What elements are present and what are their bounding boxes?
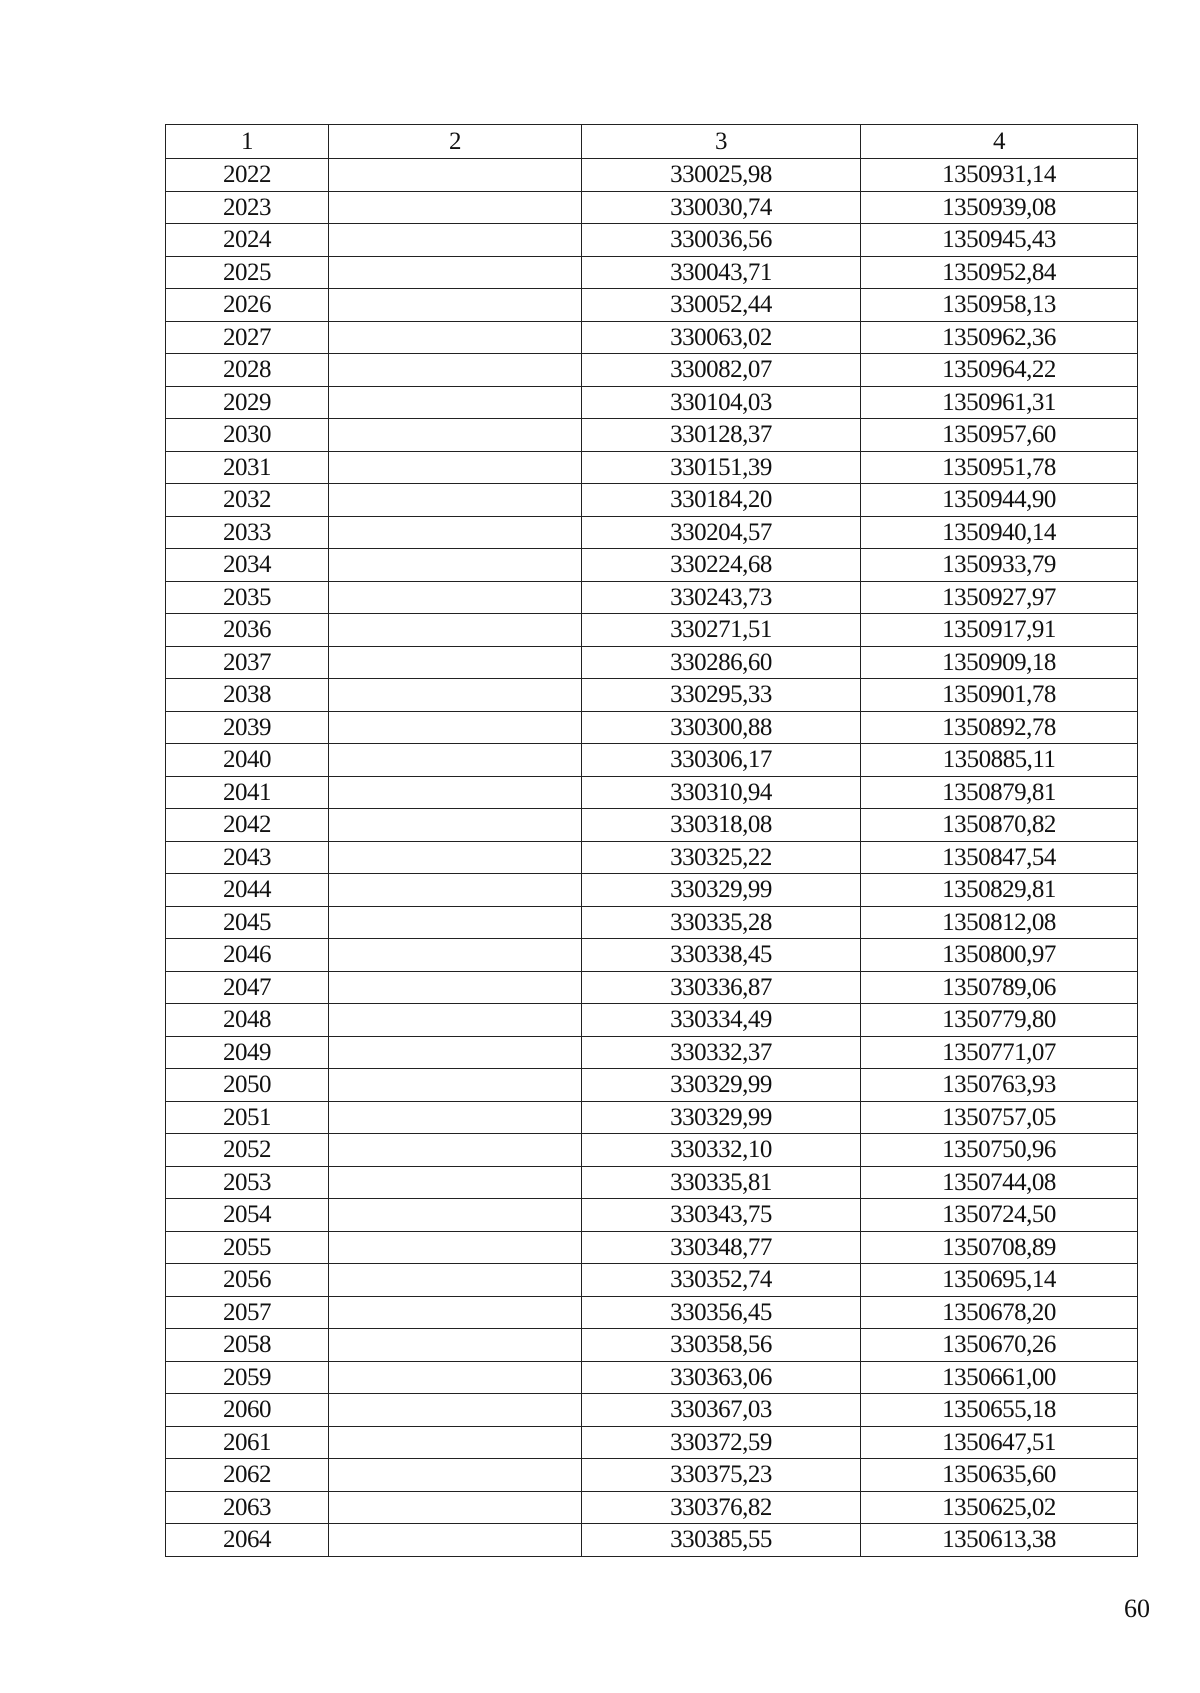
- table-cell-col-1: 2045: [166, 906, 329, 939]
- table-cell-col-3: 330336,87: [582, 971, 861, 1004]
- table-cell-col-1: 2040: [166, 744, 329, 777]
- table-cell-col-2: [329, 646, 582, 679]
- table-cell-col-4: 1350957,60: [861, 419, 1138, 452]
- table-cell-col-4: 1350958,13: [861, 289, 1138, 322]
- table-cell-col-4: 1350655,18: [861, 1394, 1138, 1427]
- table-cell-col-1: 2058: [166, 1329, 329, 1362]
- table-cell-col-1: 2028: [166, 354, 329, 387]
- table-row: [166, 874, 1138, 907]
- table-cell-col-2: [329, 289, 582, 322]
- table-cell-col-4: 1350779,80: [861, 1004, 1138, 1037]
- table-row: [166, 321, 1138, 354]
- table-cell-col-4: 1350940,14: [861, 516, 1138, 549]
- table-cell-col-4: 1350789,06: [861, 971, 1138, 1004]
- table-cell-col-1: 2062: [166, 1459, 329, 1492]
- table-row: [166, 1199, 1138, 1232]
- table-cell-col-2: [329, 971, 582, 1004]
- table-row: [166, 971, 1138, 1004]
- table-cell-col-3: 330343,75: [582, 1199, 861, 1232]
- table-cell-col-2: [329, 484, 582, 517]
- table-cell-col-2: [329, 1329, 582, 1362]
- table-cell-col-1: 2039: [166, 711, 329, 744]
- table-row: [166, 354, 1138, 387]
- table-cell-col-2: [329, 419, 582, 452]
- table-cell-col-2: [329, 1101, 582, 1134]
- table-cell-col-1: 2056: [166, 1264, 329, 1297]
- table-cell-col-1: 2061: [166, 1426, 329, 1459]
- table-cell-col-3: 330334,49: [582, 1004, 861, 1037]
- table-cell-col-2: [329, 874, 582, 907]
- table-cell-col-2: [329, 1004, 582, 1037]
- table-cell-col-1: 2053: [166, 1166, 329, 1199]
- table-cell-col-3: 330325,22: [582, 841, 861, 874]
- table-cell-col-2: [329, 1166, 582, 1199]
- table-cell-col-2: [329, 679, 582, 712]
- table-cell-col-4: 1350812,08: [861, 906, 1138, 939]
- table-cell-col-4: 1350800,97: [861, 939, 1138, 972]
- table-cell-col-3: 330329,99: [582, 1101, 861, 1134]
- table-cell-col-2: [329, 516, 582, 549]
- table-cell-col-1: 2049: [166, 1036, 329, 1069]
- table-cell-col-4: 1350625,02: [861, 1491, 1138, 1524]
- table-row: [166, 1394, 1138, 1427]
- table-cell-col-3: 330271,51: [582, 614, 861, 647]
- table-cell-col-3: 330376,82: [582, 1491, 861, 1524]
- table-cell-col-3: 330352,74: [582, 1264, 861, 1297]
- table-cell-col-3: 330224,68: [582, 549, 861, 582]
- table-cell-col-2: [329, 1361, 582, 1394]
- table-row: [166, 1101, 1138, 1134]
- table-cell-col-3: 330184,20: [582, 484, 861, 517]
- table-cell-col-3: 330310,94: [582, 776, 861, 809]
- table-row: [166, 809, 1138, 842]
- table-cell-col-4: 1350670,26: [861, 1329, 1138, 1362]
- table-cell-col-1: 2027: [166, 321, 329, 354]
- table-cell-col-1: 2048: [166, 1004, 329, 1037]
- table-cell-col-1: 2022: [166, 159, 329, 192]
- table-cell-col-3: 330348,77: [582, 1231, 861, 1264]
- table-cell-col-4: 1350870,82: [861, 809, 1138, 842]
- table-cell-col-3: 330375,23: [582, 1459, 861, 1492]
- table-cell-col-3: 330025,98: [582, 159, 861, 192]
- table-row: [166, 1491, 1138, 1524]
- coordinates-table: [165, 124, 1138, 1557]
- table-cell-col-4: 1350613,38: [861, 1524, 1138, 1557]
- table-row: [166, 256, 1138, 289]
- table-cell-col-3: 330372,59: [582, 1426, 861, 1459]
- table-cell-col-3: 330104,03: [582, 386, 861, 419]
- table-cell-col-2: [329, 1069, 582, 1102]
- table-row: [166, 1524, 1138, 1557]
- table-cell-col-4: 1350931,14: [861, 159, 1138, 192]
- table-cell-col-3: 330335,81: [582, 1166, 861, 1199]
- table-row: [166, 1134, 1138, 1167]
- table-cell-col-3: 330306,17: [582, 744, 861, 777]
- table-cell-col-3: 330082,07: [582, 354, 861, 387]
- table-row: [166, 711, 1138, 744]
- table-row: [166, 516, 1138, 549]
- table-cell-col-4: 1350829,81: [861, 874, 1138, 907]
- table-cell-col-1: 2052: [166, 1134, 329, 1167]
- table-cell-col-1: 2026: [166, 289, 329, 322]
- table-cell-col-4: 1350892,78: [861, 711, 1138, 744]
- table-cell-col-1: 2059: [166, 1361, 329, 1394]
- table-row: [166, 1329, 1138, 1362]
- table-cell-col-4: 1350678,20: [861, 1296, 1138, 1329]
- table-cell-col-4: 1350879,81: [861, 776, 1138, 809]
- table-cell-col-3: 330204,57: [582, 516, 861, 549]
- table-cell-col-3: 330329,99: [582, 874, 861, 907]
- table-cell-col-4: 1350901,78: [861, 679, 1138, 712]
- table-cell-col-2: [329, 809, 582, 842]
- table-cell-col-4: 1350708,89: [861, 1231, 1138, 1264]
- table-cell-col-4: 1350964,22: [861, 354, 1138, 387]
- table-cell-col-1: 2050: [166, 1069, 329, 1102]
- table-row: [166, 776, 1138, 809]
- table-cell-col-4: 1350927,97: [861, 581, 1138, 614]
- table-row: [166, 1069, 1138, 1102]
- table-row: [166, 841, 1138, 874]
- table-cell-col-4: 1350951,78: [861, 451, 1138, 484]
- table-cell-col-3: 330243,73: [582, 581, 861, 614]
- table-cell-col-3: 330358,56: [582, 1329, 861, 1362]
- table-cell-col-2: [329, 1426, 582, 1459]
- table-cell-col-4: 1350885,11: [861, 744, 1138, 777]
- table-row: [166, 1231, 1138, 1264]
- table-cell-col-1: 2051: [166, 1101, 329, 1134]
- table-row: [166, 1166, 1138, 1199]
- table-cell-col-1: 2033: [166, 516, 329, 549]
- table-cell-col-2: [329, 1199, 582, 1232]
- table-cell-col-4: 1350635,60: [861, 1459, 1138, 1492]
- table-cell-col-2: [329, 711, 582, 744]
- table-cell-col-1: 2037: [166, 646, 329, 679]
- table-cell-col-3: 330367,03: [582, 1394, 861, 1427]
- table-cell-col-2: [329, 224, 582, 257]
- table-cell-col-1: 2057: [166, 1296, 329, 1329]
- table-row: [166, 1361, 1138, 1394]
- table-cell-col-2: [329, 1394, 582, 1427]
- table-cell-col-2: [329, 386, 582, 419]
- table-cell-col-3: 330043,71: [582, 256, 861, 289]
- table-cell-col-1: 2023: [166, 191, 329, 224]
- table-cell-col-2: [329, 1264, 582, 1297]
- table-cell-col-4: 1350695,14: [861, 1264, 1138, 1297]
- table-cell-col-3: 330286,60: [582, 646, 861, 679]
- table-cell-col-1: 2036: [166, 614, 329, 647]
- table-cell-col-3: 330151,39: [582, 451, 861, 484]
- table-cell-col-2: [329, 841, 582, 874]
- table-cell-col-4: 1350909,18: [861, 646, 1138, 679]
- table-cell-col-4: 1350757,05: [861, 1101, 1138, 1134]
- table-cell-col-3: 330385,55: [582, 1524, 861, 1557]
- table-cell-col-3: 330300,88: [582, 711, 861, 744]
- column-header-2: 2: [329, 125, 582, 159]
- table-cell-col-3: 330329,99: [582, 1069, 861, 1102]
- table-cell-col-1: 2042: [166, 809, 329, 842]
- table-cell-col-1: 2064: [166, 1524, 329, 1557]
- table-cell-col-1: 2034: [166, 549, 329, 582]
- table-row: [166, 1264, 1138, 1297]
- table-cell-col-1: 2055: [166, 1231, 329, 1264]
- table-cell-col-4: 1350952,84: [861, 256, 1138, 289]
- table-cell-col-4: 1350945,43: [861, 224, 1138, 257]
- table-cell-col-4: 1350647,51: [861, 1426, 1138, 1459]
- table-row: [166, 1296, 1138, 1329]
- table-cell-col-3: 330063,02: [582, 321, 861, 354]
- table-row: [166, 906, 1138, 939]
- table-cell-col-2: [329, 1134, 582, 1167]
- table-cell-col-4: 1350750,96: [861, 1134, 1138, 1167]
- table-cell-col-4: 1350933,79: [861, 549, 1138, 582]
- table-cell-col-3: 330128,37: [582, 419, 861, 452]
- table-row: [166, 939, 1138, 972]
- table-cell-col-3: 330338,45: [582, 939, 861, 972]
- table-cell-col-2: [329, 1296, 582, 1329]
- table-cell-col-1: 2035: [166, 581, 329, 614]
- table-row: [166, 484, 1138, 517]
- table-cell-col-2: [329, 581, 582, 614]
- table-cell-col-2: [329, 256, 582, 289]
- table-cell-col-3: 330335,28: [582, 906, 861, 939]
- table-cell-col-3: 330332,37: [582, 1036, 861, 1069]
- table-cell-col-2: [329, 1459, 582, 1492]
- table-row: [166, 744, 1138, 777]
- table-cell-col-4: 1350763,93: [861, 1069, 1138, 1102]
- table-cell-col-2: [329, 1036, 582, 1069]
- table-cell-col-4: 1350939,08: [861, 191, 1138, 224]
- table-cell-col-4: 1350917,91: [861, 614, 1138, 647]
- table-row: [166, 1004, 1138, 1037]
- table-cell-col-1: 2024: [166, 224, 329, 257]
- table-row: [166, 679, 1138, 712]
- table-cell-col-2: [329, 1491, 582, 1524]
- table-cell-col-2: [329, 549, 582, 582]
- table-cell-col-3: 330030,74: [582, 191, 861, 224]
- table-cell-col-1: 2041: [166, 776, 329, 809]
- table-row: [166, 1459, 1138, 1492]
- table-row: [166, 191, 1138, 224]
- table-cell-col-3: 330295,33: [582, 679, 861, 712]
- table-body: [166, 159, 1138, 1557]
- table-row: [166, 419, 1138, 452]
- table-cell-col-2: [329, 191, 582, 224]
- table-cell-col-4: 1350961,31: [861, 386, 1138, 419]
- table-cell-col-2: [329, 906, 582, 939]
- table-cell-col-4: 1350661,00: [861, 1361, 1138, 1394]
- table-row: [166, 614, 1138, 647]
- table-cell-col-3: 330332,10: [582, 1134, 861, 1167]
- table-cell-col-1: 2054: [166, 1199, 329, 1232]
- table-cell-col-4: 1350744,08: [861, 1166, 1138, 1199]
- table-cell-col-2: [329, 1524, 582, 1557]
- table-cell-col-2: [329, 451, 582, 484]
- table-cell-col-2: [329, 939, 582, 972]
- table-row: [166, 646, 1138, 679]
- table-cell-col-2: [329, 1231, 582, 1264]
- table-cell-col-4: 1350724,50: [861, 1199, 1138, 1232]
- table-row: [166, 159, 1138, 192]
- column-header-4: 4: [861, 125, 1138, 159]
- table-cell-col-2: [329, 614, 582, 647]
- table-cell-col-3: 330318,08: [582, 809, 861, 842]
- table-cell-col-2: [329, 744, 582, 777]
- page-number: 60: [1124, 1594, 1150, 1623]
- table-cell-col-3: 330363,06: [582, 1361, 861, 1394]
- table-cell-col-1: 2063: [166, 1491, 329, 1524]
- table-cell-col-1: 2030: [166, 419, 329, 452]
- table-cell-col-4: 1350962,36: [861, 321, 1138, 354]
- table-row: [166, 1036, 1138, 1069]
- table-cell-col-1: 2038: [166, 679, 329, 712]
- table-row: [166, 451, 1138, 484]
- table-row: [166, 581, 1138, 614]
- table-cell-col-4: 1350847,54: [861, 841, 1138, 874]
- table-cell-col-4: 1350771,07: [861, 1036, 1138, 1069]
- table-row: [166, 549, 1138, 582]
- table-row: [166, 386, 1138, 419]
- table-cell-col-3: 330356,45: [582, 1296, 861, 1329]
- table-cell-col-4: 1350944,90: [861, 484, 1138, 517]
- table-cell-col-1: 2029: [166, 386, 329, 419]
- table-cell-col-1: 2060: [166, 1394, 329, 1427]
- table-row: [166, 289, 1138, 322]
- table-cell-col-2: [329, 354, 582, 387]
- table-row: [166, 1426, 1138, 1459]
- table-header-row: [166, 125, 1138, 159]
- table-cell-col-1: 2032: [166, 484, 329, 517]
- column-header-1: 1: [166, 125, 329, 159]
- table-cell-col-1: 2031: [166, 451, 329, 484]
- column-header-3: 3: [582, 125, 861, 159]
- table-cell-col-1: 2025: [166, 256, 329, 289]
- table-cell-col-2: [329, 321, 582, 354]
- table-cell-col-1: 2043: [166, 841, 329, 874]
- table-cell-col-2: [329, 776, 582, 809]
- table-cell-col-1: 2046: [166, 939, 329, 972]
- table-cell-col-1: 2044: [166, 874, 329, 907]
- table-cell-col-2: [329, 159, 582, 192]
- table-row: [166, 224, 1138, 257]
- table-cell-col-3: 330052,44: [582, 289, 861, 322]
- table-cell-col-1: 2047: [166, 971, 329, 1004]
- table-cell-col-3: 330036,56: [582, 224, 861, 257]
